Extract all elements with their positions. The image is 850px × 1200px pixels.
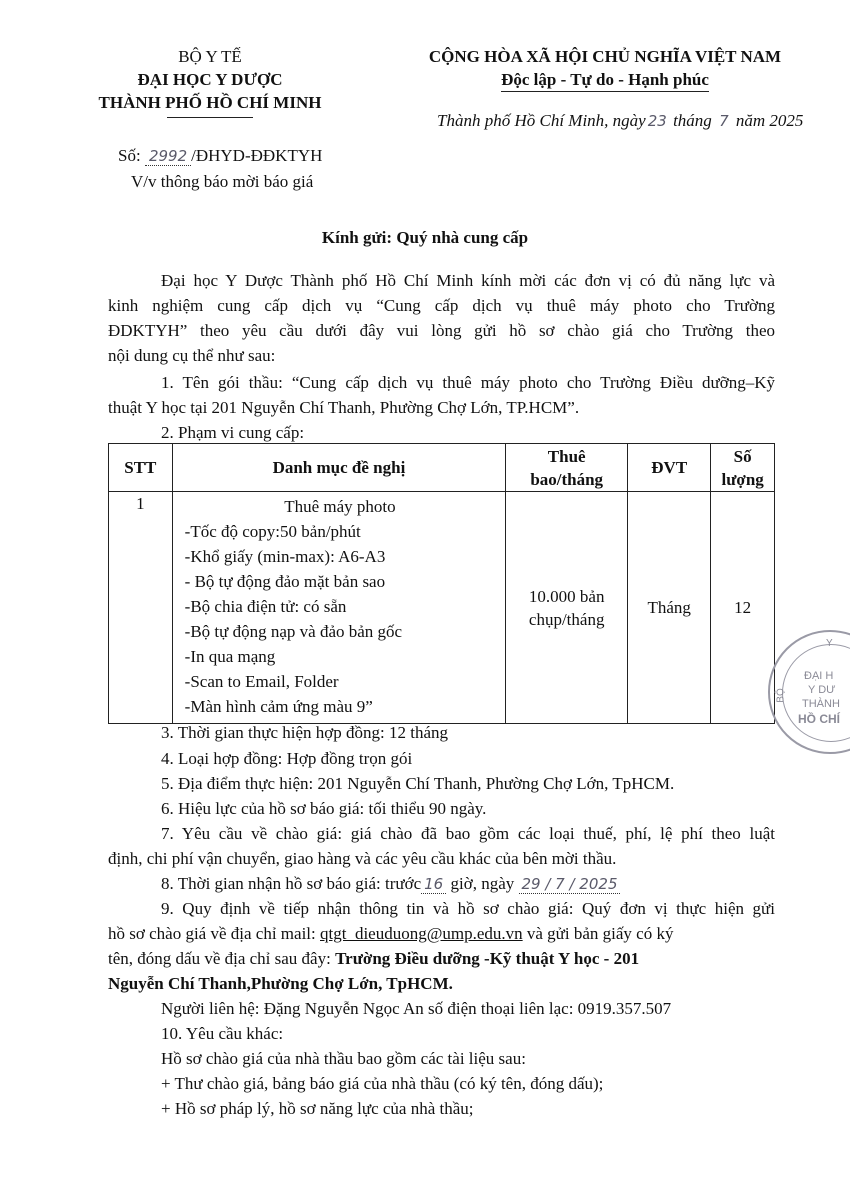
date-month-label: tháng — [673, 111, 712, 130]
intro-line1: Đại học Y Dược Thành phố Hồ Chí Minh kính mời các đơn vị có đủ năng lực và — [161, 271, 775, 290]
date-prefix: Thành phố Hồ Chí Minh, ngày — [437, 111, 646, 130]
row-spec: -Bộ chia điện tử: có sẵn — [184, 597, 347, 616]
header-qty-line1: Số — [733, 446, 752, 466]
motto: Độc lập - Tự do - Hạnh phúc — [501, 68, 709, 92]
table-row — [109, 492, 775, 724]
item1-line2: thuật Y học tại 201 Nguyễn Chí Thanh, Phường Chợ Lớn, TP.HCM”. — [108, 398, 580, 417]
stamp-clip — [760, 622, 850, 762]
right-header — [410, 45, 800, 92]
intro-line3: ĐDKTYH” theo yêu cầu dưới đây vui lòng gửi hồ sơ chào giá cho Trường theo — [108, 321, 775, 340]
item9-line3-start: tên, đóng dấu về địa chỉ sau đây: — [108, 949, 336, 968]
university-name-line2: THÀNH PHỐ HỒ CHÍ MINH — [98, 93, 322, 112]
intro-line2: kinh nghiệm cung cấp dịch vụ “Cung cấp dịch vụ thuê máy photo cho Trường — [108, 296, 775, 315]
stamp-line3: THÀNH — [802, 698, 840, 710]
item6: 6. Hiệu lực của hồ sơ báo giá: tối thiểu 90 ngày. — [161, 799, 487, 818]
date-month: 7 — [719, 112, 729, 130]
item2-heading: 2. Phạm vi cung cấp: — [161, 423, 305, 442]
university-name-line1: ĐẠI HỌC Y DƯỢC — [137, 70, 283, 89]
row-rent-line2: chụp/tháng — [528, 609, 605, 629]
item8-date: 29 / 7 / 2025 — [521, 875, 618, 893]
salutation: Kính gửi: Quý nhà cung cấp — [321, 228, 529, 247]
header-stt: STT — [109, 444, 173, 492]
header-qty-line2: lượng — [721, 469, 764, 489]
document-number — [118, 146, 322, 166]
row-spec: -Tốc độ copy:50 bản/phút — [184, 522, 361, 541]
item9-line1: 9. Quy định về tiếp nhận thông tin và hồ sơ chào giá: Quý đơn vị thực hiện gửi — [161, 899, 775, 918]
item8-mid: giờ, ngày — [450, 874, 515, 893]
stamp-top-text: Y — [826, 638, 833, 649]
doc-item-2: + Hồ sơ pháp lý, hồ sơ năng lực của nhà thầu; — [161, 1099, 474, 1118]
header-item: Danh mục đề nghị — [172, 444, 506, 492]
item5: 5. Địa điểm thực hiện: 201 Nguyễn Chí Thanh, Phường Chợ Lớn, TpHCM. — [161, 774, 675, 793]
item10: 10. Yêu cầu khác: — [161, 1024, 284, 1043]
header-rent-line2: bao/tháng — [530, 469, 604, 489]
docs-intro: Hồ sơ chào giá của nhà thầu bao gồm các tài liệu sau: — [161, 1049, 526, 1068]
left-header — [95, 45, 325, 118]
number-prefix: Số: — [118, 146, 145, 165]
row-spec: - Bộ tự động đảo mặt bản sao — [184, 572, 386, 591]
number-suffix: /ĐHYD-ĐĐKTYH — [191, 146, 323, 165]
document-date — [437, 111, 803, 131]
header-qty — [711, 444, 775, 492]
row-spec: -In qua mạng — [184, 647, 276, 666]
row-unit: Tháng — [628, 492, 711, 724]
item3: 3. Thời gian thực hiện hợp đồng: 12 tháng — [161, 723, 449, 742]
stamp-seal — [768, 630, 850, 754]
doc-item-1: + Thư chào giá, bảng báo giá của nhà thầu (có ký tên, đóng dấu); — [161, 1074, 604, 1093]
item9-line2 — [108, 921, 673, 946]
row-spec: -Bộ tự động nạp và đảo bản gốc — [184, 622, 403, 641]
item8-hour: 16 — [424, 875, 444, 893]
item9-line2-start: hồ sơ chào giá về địa chỉ mail: — [108, 924, 320, 943]
contact-person: Người liên hệ: Đặng Nguyễn Ngọc An số điện thoại liên lạc: 0919.357.507 — [161, 999, 672, 1018]
item9-line3 — [108, 946, 639, 971]
date-year: năm 2025 — [735, 111, 804, 130]
row-spec: -Khổ giấy (min-max): A6-A3 — [184, 547, 386, 566]
item7-line1: 7. Yêu cầu về chào giá: giá chào đã bao gồm các loại thuế, phí, lệ phí theo luật — [161, 824, 775, 843]
stamp-line1: ĐẠI H — [804, 670, 834, 682]
header-rent — [506, 444, 628, 492]
stamp-line4: HỒ CHÍ — [798, 712, 840, 726]
row-rent-line1: 10.000 bản — [528, 586, 605, 606]
item1-line1: 1. Tên gói thầu: “Cung cấp dịch vụ thuê máy photo cho Trường Điều dưỡng–Kỹ — [161, 373, 775, 392]
stamp-line2: Y DƯ — [808, 684, 836, 696]
row-spec: -Scan to Email, Folder — [184, 672, 339, 691]
stamp-side-text: BỘ — [775, 688, 787, 703]
scope-table — [108, 443, 775, 724]
number-handwritten: 2992 — [148, 147, 188, 165]
header-unit: ĐVT — [628, 444, 711, 492]
row-spec: -Màn hình cảm ứng màu 9” — [184, 697, 373, 716]
row-rent — [506, 492, 628, 724]
item4: 4. Loại hợp đồng: Hợp đồng trọn gói — [161, 749, 413, 768]
nation-name: CỘNG HÒA XÃ HỘI CHỦ NGHĨA VIỆT NAM — [428, 47, 782, 66]
item9-line4: Nguyễn Chí Thanh,Phường Chợ Lớn, TpHCM. — [108, 974, 453, 993]
ministry-name: BỘ Y TẾ — [178, 47, 242, 66]
contact-email-link[interactable]: qtgt_dieuduong@ump.edu.vn — [320, 924, 523, 943]
row-qty: 12 — [711, 492, 775, 724]
item9-line2-end: và gửi bản giấy có ký — [522, 924, 674, 943]
item8-prefix: 8. Thời gian nhận hồ sơ báo giá: trước — [161, 874, 422, 893]
intro-line4: nội dung cụ thể như sau: — [108, 346, 276, 365]
document-subject: V/v thông báo mời báo giá — [131, 172, 314, 191]
item7-line2: định, chi phí vận chuyển, giao hàng và các yêu cầu khác của bên mời thầu. — [108, 849, 617, 868]
row-item — [172, 492, 506, 724]
item9-address-bold: Trường Điều dưỡng -Kỹ thuật Y học - 201 — [335, 949, 640, 968]
date-day: 23 — [647, 112, 667, 130]
row-stt: 1 — [109, 492, 173, 724]
item8 — [161, 871, 620, 897]
table-header-row — [109, 444, 775, 492]
row-item-title: Thuê máy photo — [284, 497, 396, 516]
header-rent-line1: Thuê — [547, 446, 586, 466]
header-divider — [167, 117, 253, 118]
